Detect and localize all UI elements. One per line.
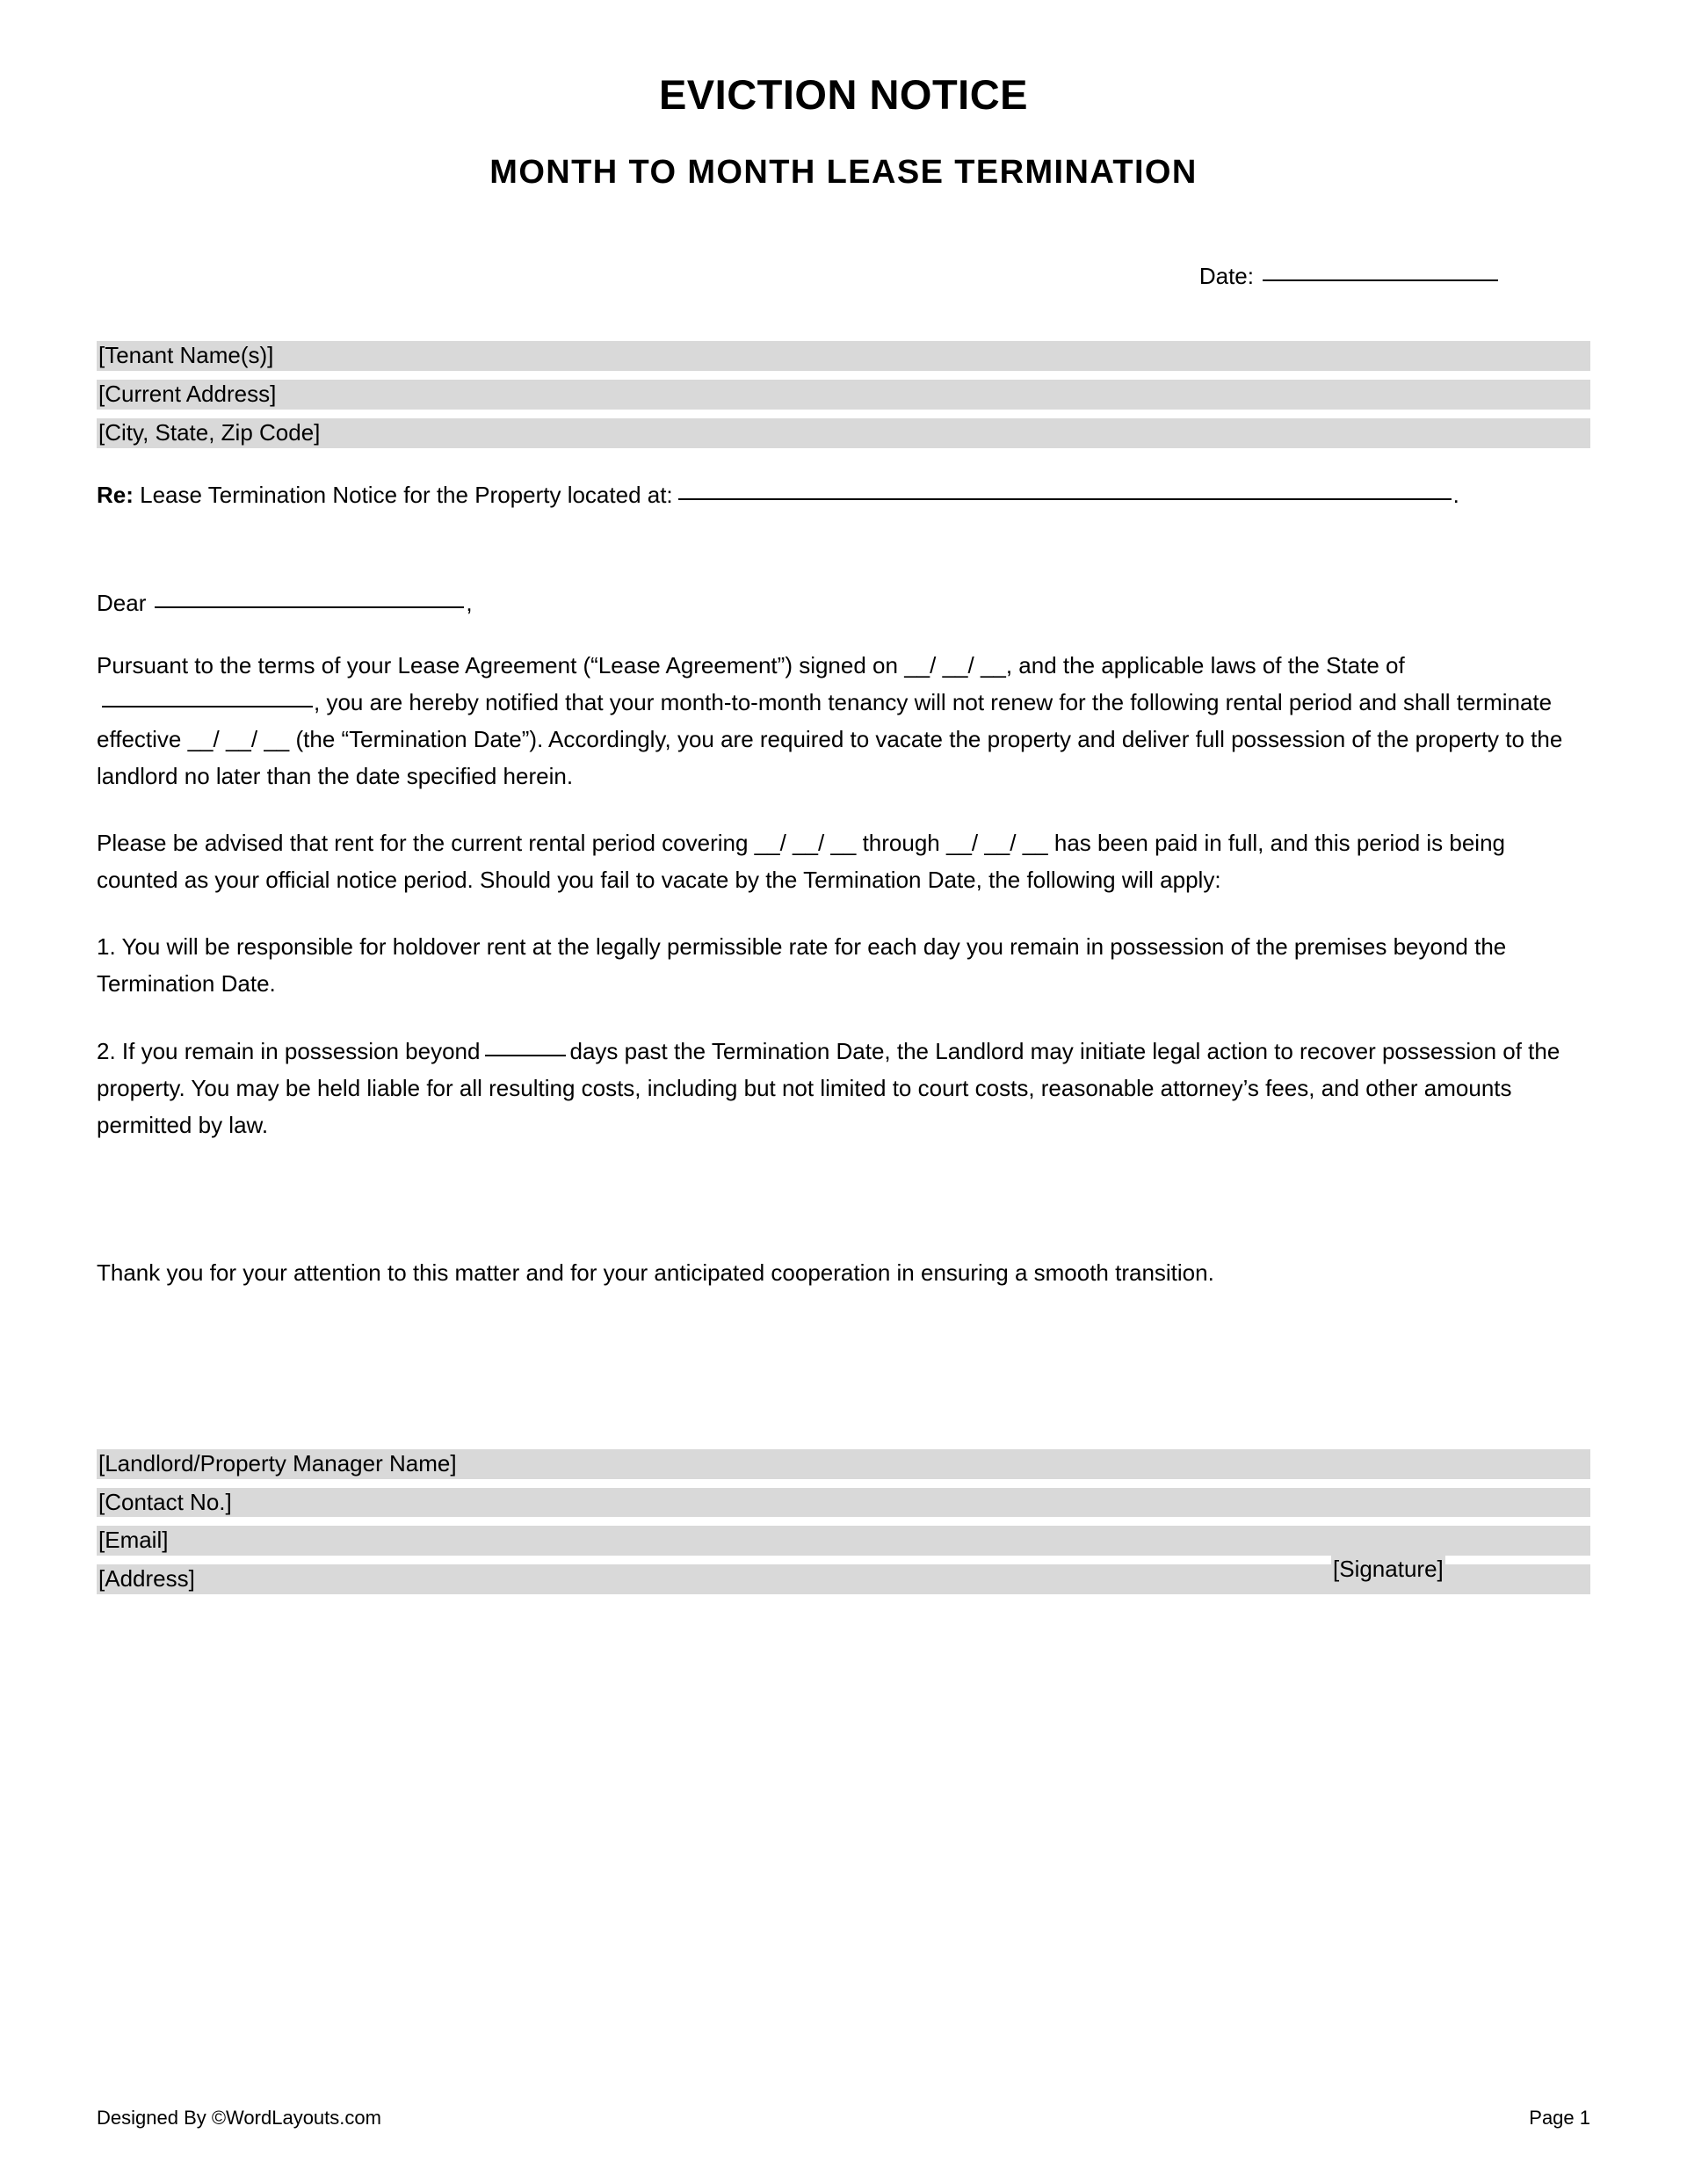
p2-period-start-blank[interactable]: __/ __/ __ bbox=[754, 830, 857, 857]
signature-field[interactable]: [Signature] bbox=[1331, 1555, 1445, 1585]
recipient-block bbox=[97, 341, 1590, 447]
p1-termination-date-blank[interactable]: __/ __/ __ bbox=[187, 725, 290, 752]
salutation-greeting: Dear bbox=[97, 589, 147, 616]
date-row bbox=[97, 263, 1590, 290]
date-blank-line[interactable] bbox=[1263, 279, 1498, 281]
salutation-blank-line[interactable] bbox=[155, 606, 464, 608]
p1-part4: (the “Termination Date”). Accordingly, you are required to vacate the property and deliver full possession of the property to the landlord no later than the date specified herein. bbox=[97, 725, 1563, 789]
signature-block bbox=[97, 1449, 1590, 1594]
footer-page-number: Page 1 bbox=[1529, 2107, 1590, 2129]
tenant-name-field[interactable]: [Tenant Name(s)] bbox=[97, 341, 1590, 371]
spacer bbox=[97, 1143, 1590, 1224]
re-line bbox=[97, 482, 1590, 509]
state-blank-line[interactable] bbox=[102, 706, 313, 707]
p1-signed-date-blank[interactable]: __/ __/ __ bbox=[904, 651, 1006, 678]
city-state-zip-field[interactable]: [City, State, Zip Code] bbox=[97, 418, 1590, 448]
p1-part2: , and the applicable laws of the State of bbox=[1005, 651, 1405, 678]
current-address-field[interactable]: [Current Address] bbox=[97, 380, 1590, 410]
property-address-blank-line[interactable] bbox=[678, 498, 1452, 500]
p2-part3: has been paid in full, and this period is being counted as your official notice period. Should you fail to vacate by the Termination Date, the following will apply: bbox=[97, 830, 1506, 894]
list-item-1: 1. You will be responsible for holdover rent at the legally permissible rate for each day you remain in possession of the premises beyond the Termination Date. bbox=[97, 933, 1507, 998]
closing-paragraph: Thank you for your attention to this matter and for your anticipated cooperation in ensuring a smooth transition. bbox=[97, 1259, 1214, 1286]
email-field[interactable]: [Email] bbox=[97, 1526, 1590, 1556]
address-field[interactable]: [Address] bbox=[97, 1564, 1590, 1594]
list-item-2 bbox=[97, 1033, 1590, 1143]
re-text: Lease Termination Notice for the Property located at: bbox=[140, 481, 673, 508]
document-body bbox=[97, 0, 1590, 1603]
re-trailing: . bbox=[1452, 481, 1459, 508]
re-prefix: Re: bbox=[97, 481, 134, 508]
salutation-line bbox=[97, 590, 1590, 617]
paragraph-lease-terms bbox=[97, 647, 1590, 795]
salutation-trailing: , bbox=[466, 589, 473, 616]
p1-part1: Pursuant to the terms of your Lease Agreement (“Lease Agreement”) signed on bbox=[97, 651, 898, 678]
days-blank-line[interactable] bbox=[485, 1055, 566, 1056]
p2-part2: through bbox=[862, 830, 940, 857]
landlord-name-field[interactable]: [Landlord/Property Manager Name] bbox=[97, 1449, 1590, 1479]
contact-no-field[interactable]: [Contact No.] bbox=[97, 1488, 1590, 1518]
footer-credit: Designed By ©WordLayouts.com bbox=[97, 2107, 381, 2129]
paragraph-rent-period bbox=[97, 824, 1590, 898]
page-title: EVICTION NOTICE bbox=[658, 71, 1029, 118]
footer bbox=[97, 2107, 1590, 2130]
item2-part1: 2. If you remain in possession beyond bbox=[97, 1037, 481, 1064]
p2-period-end-blank[interactable]: __/ __/ __ bbox=[945, 830, 1048, 857]
page-subtitle: MONTH TO MONTH LEASE TERMINATION bbox=[489, 153, 1198, 191]
p1-part3: , you are hereby notified that your month-to-month tenancy will not renew for the following rental period and shall terminate effective bbox=[97, 688, 1553, 752]
spacer-large bbox=[97, 1291, 1590, 1449]
item2-part2: days past the Termination Date, the Landlord may initiate legal action to recover possession of the property. You may be held liable for all resulting costs, including but not limited to court costs, reasonable attorney’s fees, and other amounts permitted by law. bbox=[97, 1037, 1560, 1138]
p2-part1: Please be advised that rent for the current rental period covering bbox=[97, 830, 749, 857]
date-label: Date: bbox=[1198, 263, 1254, 290]
